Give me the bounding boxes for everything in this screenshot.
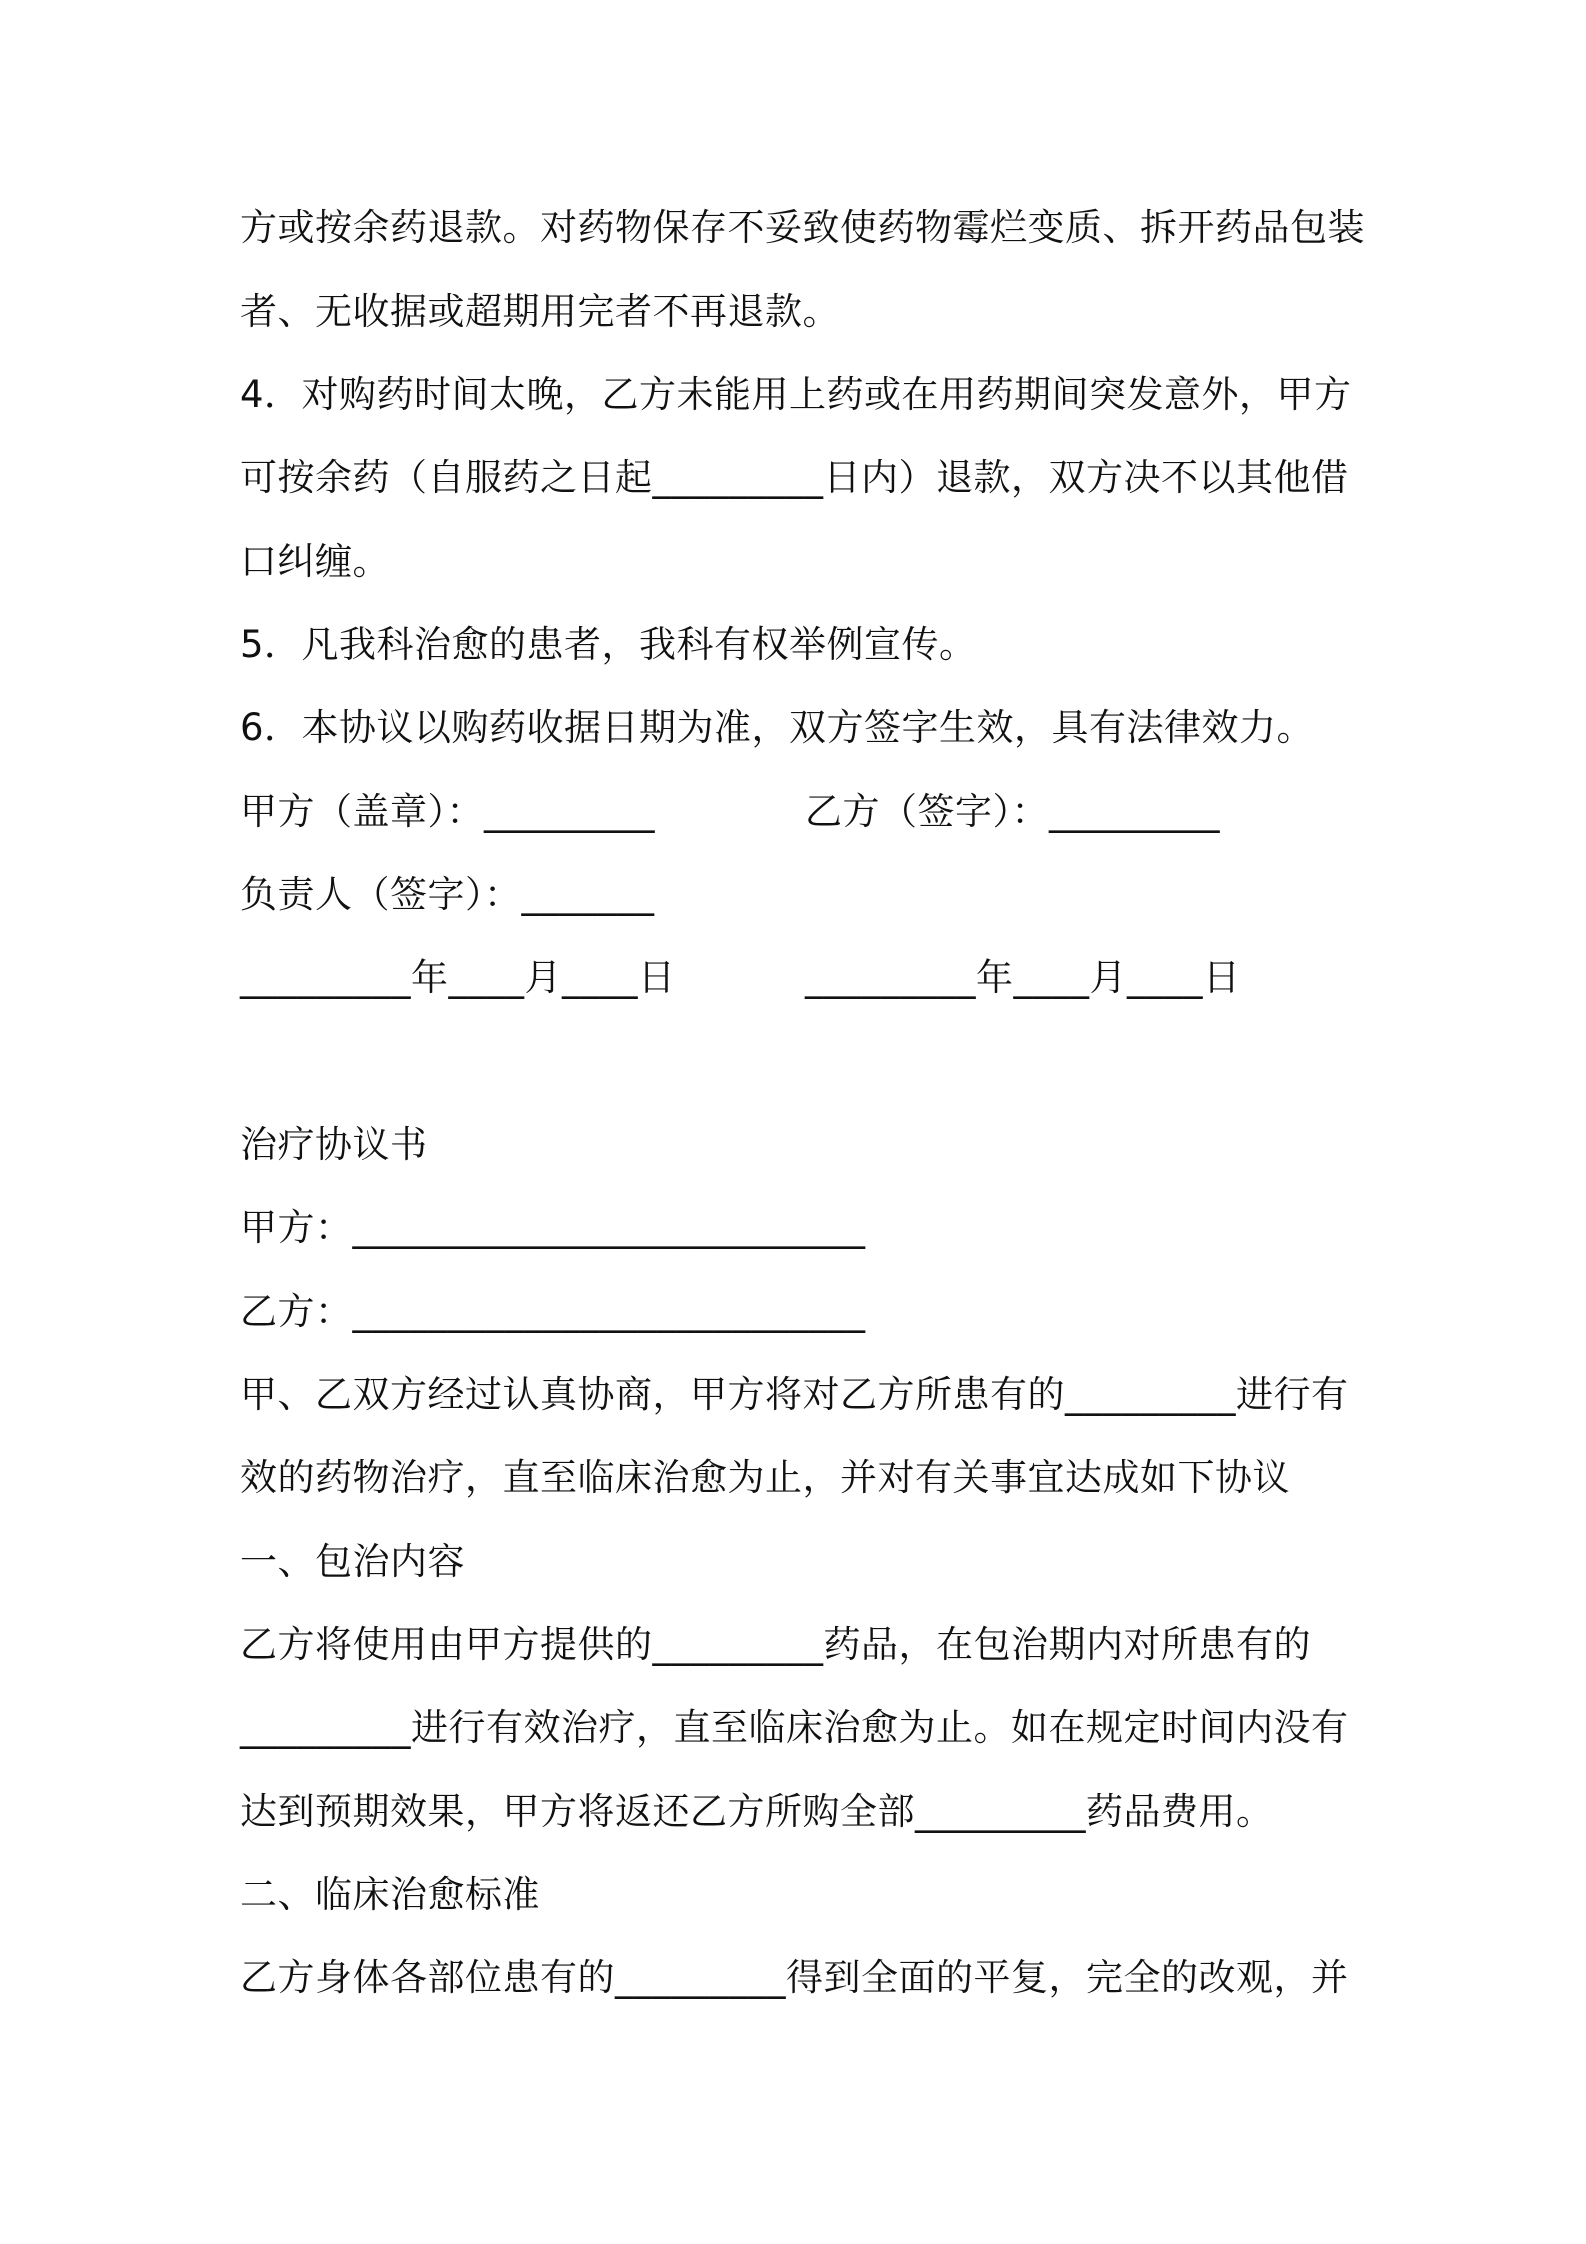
clause-5-line: 5．凡我科治愈的患者，我科有权举例宣传。 <box>240 623 977 666</box>
paragraph-line: 乙方身体各部位患有的_________得到全面的平复，完全的改观，并 <box>240 1956 1349 1999</box>
paragraph-line: 方或按余药退款。对药物保存不妥致使药物霉烂变质、拆开药品包装 <box>240 206 1365 249</box>
party-b-sign-field: 乙方（签字）：_________ <box>805 790 1220 833</box>
date-row <box>240 953 1360 1003</box>
paragraph-line: 达到预期效果，甲方将返还乙方所购全部_________药品费用。 <box>240 1790 1274 1833</box>
clause-4-line: 4．对购药时间太晚，乙方未能用上药或在用药期间突发意外，甲方 <box>240 373 1352 416</box>
clause-6-line: 6．本协议以购药收据日期为准，双方签字生效，具有法律效力。 <box>240 706 1315 749</box>
paragraph-line: 乙方将使用由甲方提供的_________药品，在包治期内对所患有的 <box>240 1623 1311 1666</box>
clause-4-line: 口纠缠。 <box>240 540 390 583</box>
section-heading: 一、包治内容 <box>240 1540 465 1583</box>
section-heading: 二、临床治愈标准 <box>240 1873 540 1916</box>
paragraph-line: 者、无收据或超期用完者不再退款。 <box>240 290 840 333</box>
date-field-a: _________年____月____日 <box>240 956 676 999</box>
paragraph-line: _________进行有效治疗，直至临床治愈为止。如在规定时间内没有 <box>240 1706 1349 1749</box>
paragraph-line: 甲、乙双方经过认真协商，甲方将对乙方所患有的_________进行有 <box>240 1373 1349 1416</box>
paragraph-line: 效的药物治疗，直至临床治愈为止，并对有关事宜达成如下协议 <box>240 1456 1290 1499</box>
party-a-field: 甲方：___________________________ <box>240 1206 866 1249</box>
signature-row <box>240 787 1360 837</box>
party-a-seal-field: 甲方（盖章）：_________ <box>240 790 655 833</box>
party-b-field: 乙方：___________________________ <box>240 1290 866 1333</box>
clause-4-line: 可按余药（自服药之日起_________日内）退款，双方决不以其他借 <box>240 456 1349 499</box>
agreement-title: 治疗协议书 <box>240 1123 428 1166</box>
responsible-sign-field: 负责人（签字）：_______ <box>240 873 655 916</box>
date-field-b: _________年____月____日 <box>805 956 1241 999</box>
